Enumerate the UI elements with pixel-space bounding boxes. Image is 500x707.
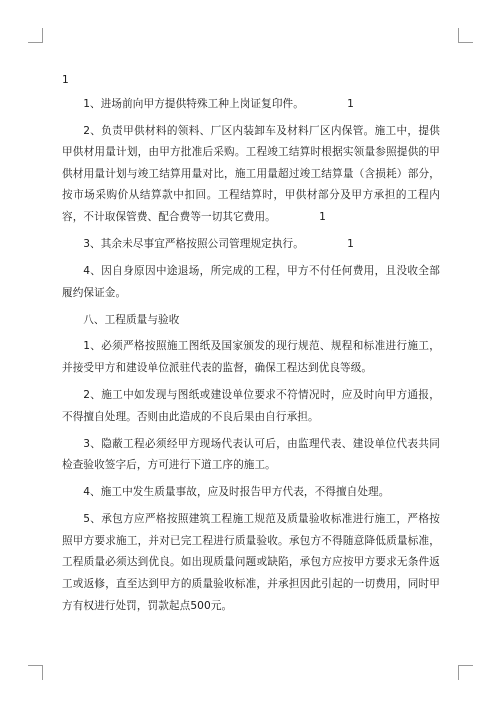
clause-mark: 1 — [347, 237, 354, 250]
clause-8-2 — [62, 385, 440, 428]
crop-mark-bottom-left — [28, 665, 43, 680]
crop-mark-top-right — [458, 28, 473, 43]
clause-text: 5、承包方应严格按照建筑工程施工规范及质量验收标准进行施工，严格按照甲方要求施工，并对已完工程进行质量验收。承包方不得随意降低质量标准，工程质量必须达到优良。如出现质量问题或缺陷，承包方应按甲方要求无条件返工或返修，直至达到甲方的质量验收标准，并承担因此引起的一切费用，同时甲方有权进行处罚，罚款起点500元。 — [62, 513, 440, 612]
section-heading-quality: 八、工程质量与验收 — [83, 313, 180, 326]
clause-text: 3、其余未尽事宜严格按照公司管理规定执行。 — [83, 237, 304, 250]
clause-text: 3、隐蔽工程必须经甲方现场代表认可后，由监理代表、建设单位代表共同检查验收签字后，方可进行下道工序的施工。 — [62, 437, 440, 472]
clause-7-1 — [62, 94, 440, 116]
clause-7-4 — [62, 261, 440, 304]
crop-mark-bottom-right — [458, 665, 473, 680]
clause-mark: 1 — [347, 97, 354, 110]
clause-8-4 — [62, 482, 440, 504]
clause-mark: 1 — [319, 210, 326, 223]
clause-text: 1、进场前向甲方提供特殊工种上岗证复印件。 — [83, 97, 304, 110]
clause-8-1 — [62, 336, 440, 379]
clause-text: 4、施工中发生质量事故，应及时报告甲方代表，不得擅自处理。 — [83, 486, 390, 499]
clause-text: 4、因自身原因中途退场，所完成的工程，甲方不付任何费用，且没收全部履约保证金。 — [62, 264, 440, 299]
clause-7-2 — [62, 121, 440, 229]
clause-text: 2、施工中如发现与图纸或建设单位要求不符情况时，应及时向甲方通报，不得擅自处理。否则由此造成的不良后果由自行承担。 — [62, 389, 440, 423]
clause-text: 2、负责甲供材料的领料、厂区内装卸车及材料厂区内保管。施工中，提供甲供材用量计划，由甲方批准后采购。工程竣工结算时根据实领量参照提供的甲供材用量计划与竣工结算用量对比，施工用量超过竣工结算量（含损耗）部分，按市场采购价从结算款中扣回。工程结算时，甲供材部分及甲方承担的工程内容，不计取保管费、配合费等一切其它费用。 — [62, 124, 440, 223]
clause-7-3 — [62, 234, 440, 256]
clause-8-5 — [62, 509, 440, 617]
crop-mark-top-left — [28, 28, 43, 43]
page-number: 1 — [62, 74, 69, 86]
document-body — [62, 70, 440, 623]
clause-8-3 — [62, 434, 440, 477]
clause-text: 1、必须严格按照施工图纸及国家颁发的现行规范、规程和标准进行施工，并接受甲方和建设单位派驻代表的监督，确保工程达到优良等级。 — [62, 340, 440, 375]
